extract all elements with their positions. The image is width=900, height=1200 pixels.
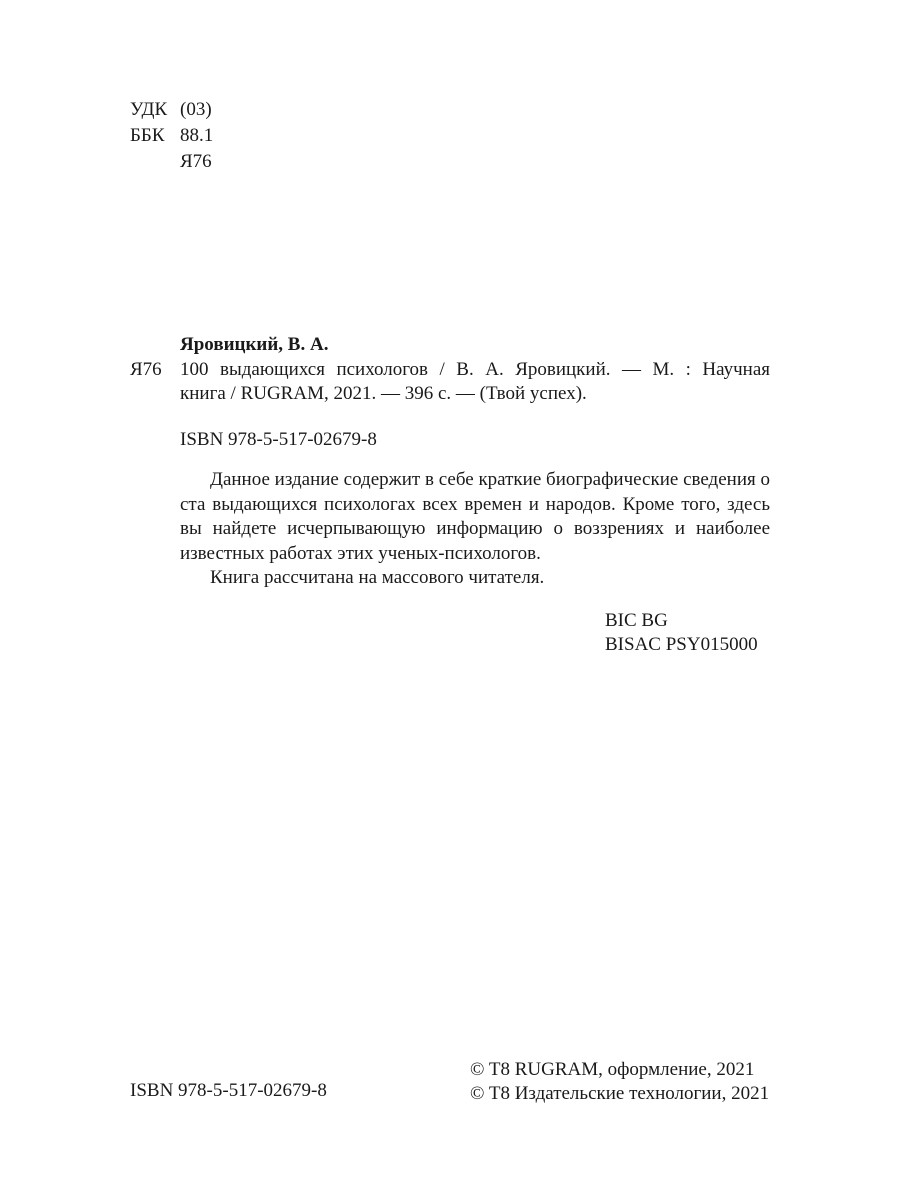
author-sign-row xyxy=(130,149,213,175)
copyright-line-1: © T8 RUGRAM, оформление, 2021 xyxy=(470,1059,755,1080)
title-line-1: 100 выдающихся психологов / В. А. Яровицкий. — М. : Научная xyxy=(180,359,770,380)
footer-isbn: ISBN 978-5-517-02679-8 xyxy=(130,1080,327,1101)
bbk-value: 88.1 xyxy=(180,125,214,146)
author-sign-code: Я76 xyxy=(130,359,162,380)
udk-row xyxy=(130,97,213,123)
copyright-line-2: © T8 Издательские технологии, 2021 xyxy=(470,1083,770,1104)
annotation-paragraph-2: Книга рассчитана на массового читателя. xyxy=(210,567,545,588)
bisac-code: BISAC PSY015000 xyxy=(605,634,758,655)
bic-code: BIC BG xyxy=(605,610,668,631)
bbk-row xyxy=(130,123,213,149)
classification-block xyxy=(130,97,213,175)
isbn-record: ISBN 978-5-517-02679-8 xyxy=(180,429,377,450)
author-sign-top: Я76 xyxy=(180,151,212,172)
udk-label: УДК xyxy=(130,99,168,120)
udk-value: (03) xyxy=(180,99,212,120)
author-heading: Яровицкий, В. А. xyxy=(180,334,329,355)
title-line-2: книга / RUGRAM, 2021. — 396 с. — (Твой успех). xyxy=(180,383,587,404)
annotation-paragraph-1: Данное издание содержит в себе краткие биографические сведения о ста выдающихся психологах всех времен и народов. Кроме того, здесь вы найдете исчерпывающую информацию о воззрениях и наиболее известных работах этих ученых-психологов. xyxy=(180,469,770,564)
bbk-label: ББК xyxy=(130,125,165,146)
annotation xyxy=(180,468,770,591)
